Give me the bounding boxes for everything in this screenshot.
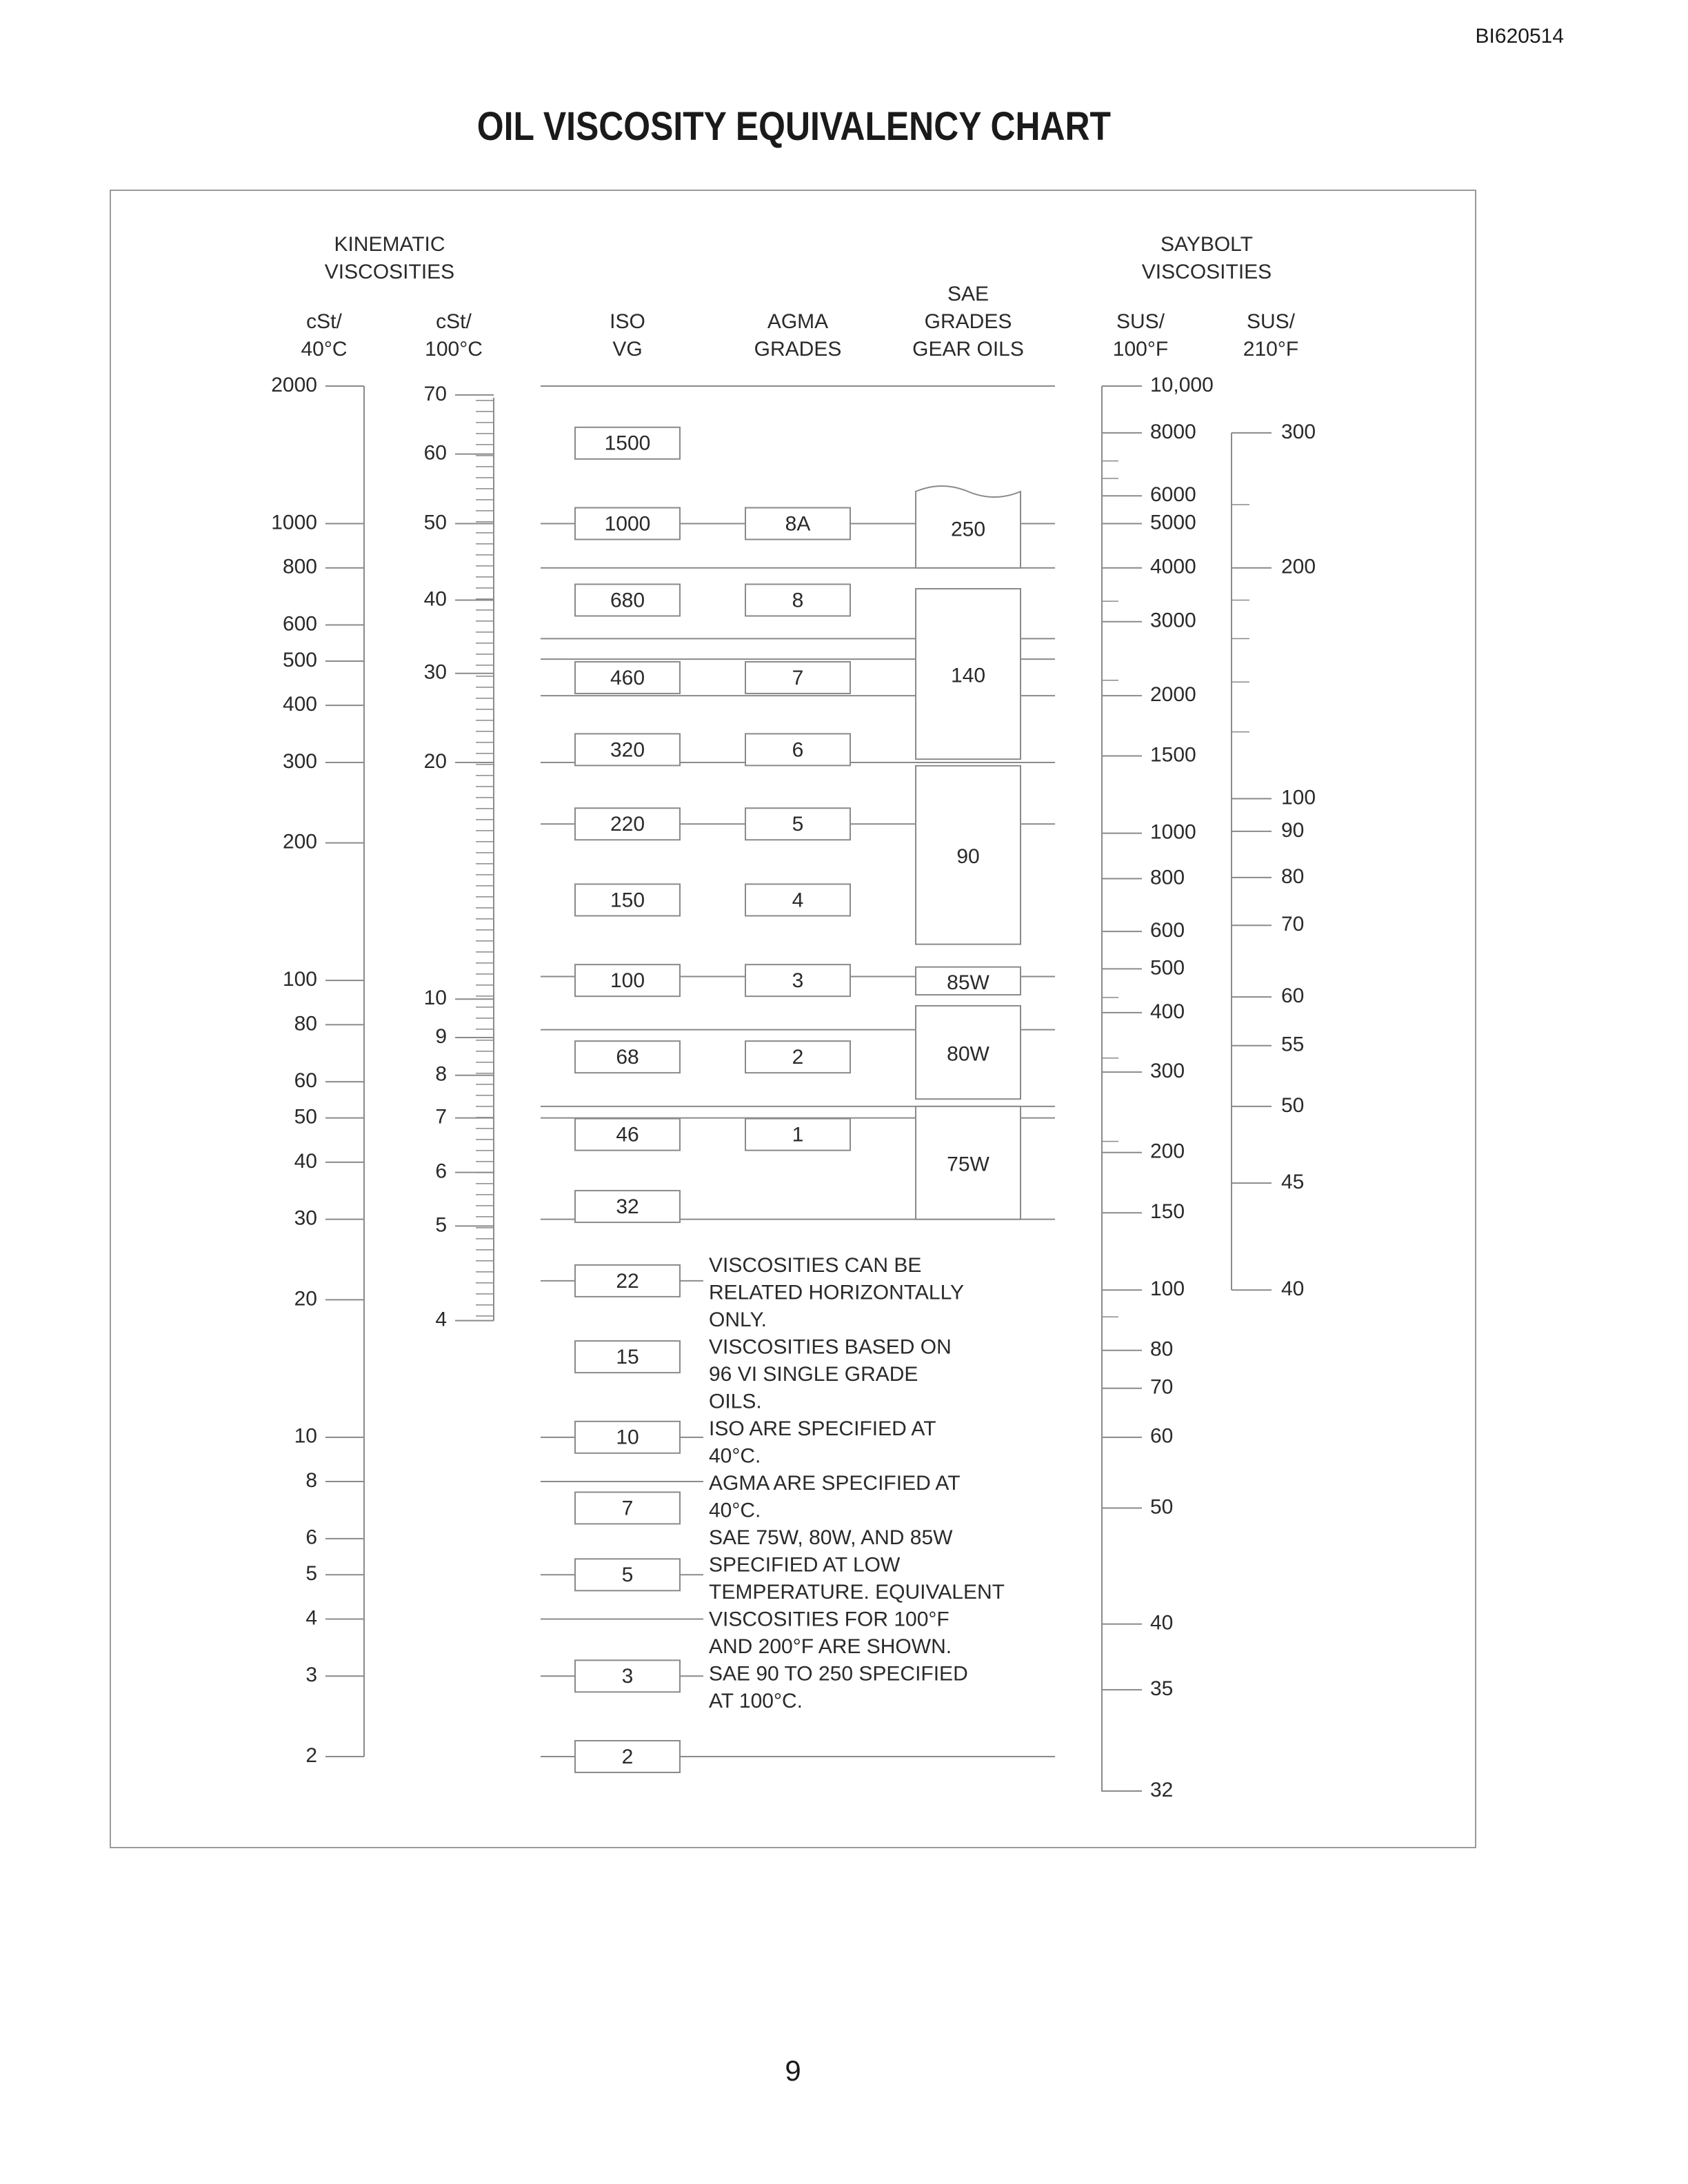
iso-grade-label: 22 (616, 1269, 639, 1293)
agma-grade-label: 3 (792, 969, 804, 993)
sus100-tick-label: 400 (1150, 1000, 1185, 1023)
note-line: VISCOSITIES BASED ON (709, 1335, 952, 1359)
note-line: ISO ARE SPECIFIED AT (709, 1417, 936, 1440)
iso-grade-label: 460 (610, 666, 645, 689)
cst40-tick-label: 8 (305, 1468, 317, 1492)
iso-grade-label: 1000 (604, 512, 651, 536)
iso-grade-label: 68 (616, 1046, 639, 1069)
column-header-sae: SAE (947, 282, 989, 305)
saybolt-header-line: VISCOSITIES (1141, 260, 1272, 283)
cst40-tick-label: 400 (282, 693, 317, 716)
note-line: ONLY. (709, 1308, 767, 1331)
cst100-tick-label: 5 (435, 1213, 447, 1237)
cst40-tick-label: 600 (282, 612, 317, 636)
sus100-tick-label: 3000 (1150, 609, 1196, 632)
cst40-tick-label: 5 (305, 1562, 317, 1586)
sus100-tick-label: 150 (1150, 1200, 1185, 1224)
column-header-sae: GRADES (924, 310, 1012, 333)
column-header-sae: GEAR OILS (912, 337, 1024, 361)
sus210-tick-label: 50 (1281, 1093, 1305, 1117)
column-header-sus100: 100°F (1112, 337, 1169, 361)
iso-grade-label: 7 (621, 1497, 634, 1520)
column-header-cst100: 100°C (425, 337, 483, 361)
column-header-agma: GRADES (754, 337, 842, 361)
cst40-tick-label: 800 (282, 555, 317, 578)
sus100-tick-label: 5000 (1150, 511, 1196, 534)
sus100-tick-label: 500 (1150, 956, 1185, 980)
sus100-tick-label: 1000 (1150, 820, 1196, 844)
iso-grade-label: 150 (610, 889, 645, 912)
cst40-tick-label: 200 (282, 830, 317, 853)
sus100-tick-label: 2000 (1150, 683, 1196, 707)
cst40-tick-label: 2 (305, 1743, 317, 1767)
sus210-tick-label: 45 (1281, 1171, 1305, 1194)
cst40-tick-label: 10 (294, 1424, 317, 1448)
note-line: SAE 75W, 80W, AND 85W (709, 1526, 953, 1549)
sus100-tick-label: 50 (1150, 1495, 1174, 1519)
iso-grade-label: 2 (621, 1745, 634, 1768)
sus210-tick-label: 200 (1281, 555, 1316, 578)
iso-grade-label: 100 (610, 969, 645, 993)
note-line: VISCOSITIES FOR 100°F (709, 1608, 950, 1631)
column-header-cst40: cSt/ (306, 310, 342, 333)
note-line: OILS. (709, 1390, 762, 1413)
cst100-tick-label: 6 (435, 1160, 447, 1183)
cst40-tick-label: 100 (282, 968, 317, 991)
sus100-tick-label: 80 (1150, 1337, 1174, 1361)
sus100-tick-label: 70 (1150, 1375, 1174, 1399)
sus210-tick-label: 70 (1281, 913, 1305, 936)
iso-grade-label: 15 (616, 1346, 639, 1369)
sus100-tick-label: 4000 (1150, 555, 1196, 578)
sus210-tick-label: 60 (1281, 984, 1305, 1008)
sus210-tick-label: 300 (1281, 420, 1316, 443)
note-line: AND 200°F ARE SHOWN. (709, 1635, 952, 1658)
column-header-sus210: 210°F (1243, 337, 1299, 361)
agma-grade-label: 1 (792, 1123, 804, 1146)
cst40-tick-label: 3 (305, 1664, 317, 1687)
cst100-tick-label: 9 (435, 1024, 447, 1048)
iso-grade-label: 32 (616, 1195, 639, 1218)
saybolt-header-line: SAYBOLT (1160, 232, 1253, 256)
sus100-tick-label: 200 (1150, 1140, 1185, 1163)
iso-grade-label: 1500 (604, 432, 651, 455)
column-header-iso: VG (612, 337, 643, 361)
cst40-tick-label: 4 (305, 1606, 317, 1630)
iso-grade-label: 3 (621, 1665, 634, 1688)
agma-grade-label: 8A (785, 512, 811, 536)
sus100-tick-label: 10,000 (1150, 373, 1214, 396)
note-line: 96 VI SINGLE GRADE (709, 1362, 918, 1386)
sus210-tick-label: 90 (1281, 818, 1305, 842)
cst100-tick-label: 70 (423, 382, 447, 405)
note-line: RELATED HORIZONTALLY (709, 1281, 965, 1304)
iso-grade-label: 5 (621, 1564, 634, 1587)
sae-grade-label: 75W (947, 1153, 989, 1176)
cst100-tick-label: 7 (435, 1105, 447, 1129)
cst40-tick-label: 30 (294, 1206, 317, 1230)
cst100-tick-label: 20 (423, 749, 447, 773)
cst40-tick-label: 60 (294, 1069, 317, 1093)
document-id: BI620514 (1475, 25, 1564, 48)
sus210-tick-label: 55 (1281, 1033, 1305, 1056)
sus100-tick-label: 1500 (1150, 743, 1196, 767)
iso-grade-label: 680 (610, 589, 645, 612)
sae-grade-label: 250 (950, 518, 986, 541)
cst40-tick-label: 50 (294, 1105, 317, 1129)
agma-grade-label: 5 (792, 813, 804, 836)
agma-grade-label: 8 (792, 589, 804, 612)
note-line: AGMA ARE SPECIFIED AT (709, 1471, 961, 1495)
sae-grade-label: 85W (947, 971, 989, 994)
cst100-tick-label: 50 (423, 511, 447, 534)
sus210-tick-label: 40 (1281, 1277, 1305, 1301)
cst40-tick-label: 80 (294, 1012, 317, 1035)
note-line: TEMPERATURE. EQUIVALENT (709, 1580, 1005, 1604)
note-line: AT 100°C. (709, 1689, 803, 1712)
column-header-agma: AGMA (767, 310, 829, 333)
iso-grade-label: 46 (616, 1123, 639, 1146)
iso-grade-label: 320 (610, 738, 645, 762)
iso-grade-label: 220 (610, 813, 645, 836)
cst40-tick-label: 2000 (271, 373, 317, 396)
sus100-tick-label: 32 (1150, 1778, 1174, 1801)
column-header-iso: ISO (610, 310, 645, 333)
sae-grade-label: 80W (947, 1042, 989, 1066)
kinematic-header-line: VISCOSITIES (324, 260, 455, 283)
agma-grade-label: 4 (792, 889, 804, 912)
column-header-sus210: SUS/ (1246, 310, 1296, 333)
sus100-tick-label: 8000 (1150, 420, 1196, 443)
agma-grade-label: 6 (792, 738, 804, 762)
agma-grade-label: 2 (792, 1046, 804, 1069)
sus100-tick-label: 600 (1150, 919, 1185, 942)
sus210-tick-label: 80 (1281, 865, 1305, 888)
cst40-tick-label: 40 (294, 1149, 317, 1173)
column-header-cst100: cSt/ (436, 310, 472, 333)
cst40-tick-label: 20 (294, 1287, 317, 1311)
sus100-tick-label: 6000 (1150, 483, 1196, 507)
note-line: 40°C. (709, 1444, 761, 1468)
cst40-tick-label: 1000 (271, 511, 317, 534)
column-header-cst40: 40°C (301, 337, 348, 361)
cst100-tick-label: 10 (423, 987, 447, 1010)
note-line: SPECIFIED AT LOW (709, 1553, 901, 1577)
sus210-tick-label: 100 (1281, 786, 1316, 809)
sus100-tick-label: 60 (1150, 1424, 1174, 1448)
sus100-tick-label: 800 (1150, 866, 1185, 889)
sae-grade-label: 140 (950, 664, 986, 687)
chart-title: OIL VISCOSITY EQUIVALENCY CHART (476, 104, 1112, 149)
cst100-tick-label: 60 (423, 441, 447, 465)
cst100-tick-label: 40 (423, 587, 447, 611)
page-number: 9 (785, 2054, 801, 2087)
cst100-tick-label: 8 (435, 1062, 447, 1086)
kinematic-header-line: KINEMATIC (334, 232, 445, 256)
cst40-tick-label: 500 (282, 648, 317, 671)
sae-grade-label: 90 (956, 845, 980, 869)
cst100-tick-label: 30 (423, 660, 447, 684)
column-header-sus100: SUS/ (1116, 310, 1165, 333)
iso-grade-label: 10 (616, 1426, 639, 1449)
cst40-tick-label: 6 (305, 1526, 317, 1549)
sus100-tick-label: 35 (1150, 1677, 1174, 1701)
note-line: SAE 90 TO 250 SPECIFIED (709, 1662, 968, 1686)
note-line: VISCOSITIES CAN BE (709, 1253, 922, 1277)
sus100-tick-label: 300 (1150, 1060, 1185, 1083)
agma-grade-label: 7 (792, 666, 804, 689)
sus100-tick-label: 40 (1150, 1611, 1174, 1635)
cst100-tick-label: 4 (435, 1308, 447, 1331)
sus100-tick-label: 100 (1150, 1277, 1185, 1301)
note-line: 40°C. (709, 1499, 761, 1522)
cst40-tick-label: 300 (282, 749, 317, 773)
